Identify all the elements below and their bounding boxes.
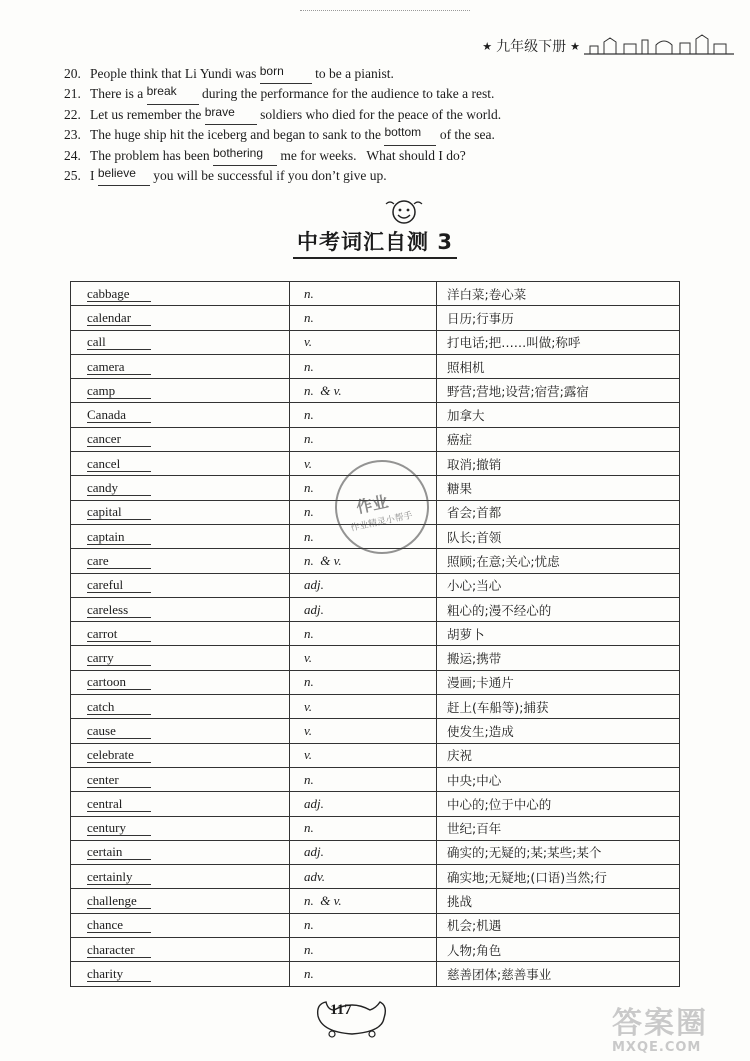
word-cell bbox=[71, 865, 290, 889]
table-row bbox=[71, 403, 680, 427]
table-row bbox=[71, 743, 680, 767]
word-cell bbox=[71, 403, 290, 427]
part-of-speech-cell: adj. bbox=[290, 792, 437, 816]
cat-page-decoration-icon bbox=[312, 998, 392, 1040]
meaning-cell: 漫画;卡通片 bbox=[437, 670, 680, 694]
table-row bbox=[71, 330, 680, 354]
part-of-speech-cell: n. bbox=[290, 938, 437, 962]
vocab-word: carrot bbox=[87, 627, 151, 642]
table-row bbox=[71, 573, 680, 597]
meaning-cell: 中心的;位于中心的 bbox=[437, 792, 680, 816]
meaning-cell: 粗心的;漫不经心的 bbox=[437, 597, 680, 621]
part-of-speech-cell: adj. bbox=[290, 840, 437, 864]
table-row bbox=[71, 840, 680, 864]
table-row bbox=[71, 816, 680, 840]
part-of-speech-cell: n. bbox=[290, 500, 437, 524]
page-number: 117 bbox=[330, 1002, 352, 1018]
part-of-speech-cell: v. bbox=[290, 452, 437, 476]
part-of-speech-cell: n. & v. bbox=[290, 379, 437, 403]
answer-blank: bothering bbox=[213, 146, 277, 166]
sentence-item bbox=[64, 84, 704, 104]
table-row bbox=[71, 962, 680, 986]
table-row bbox=[71, 719, 680, 743]
word-cell bbox=[71, 549, 290, 573]
vocab-word: celebrate bbox=[87, 748, 151, 763]
sentence-item bbox=[64, 125, 704, 145]
section-title-text: 中考词汇自测 3 bbox=[293, 226, 457, 256]
word-cell bbox=[71, 840, 290, 864]
meaning-cell: 赶上(车船等);捕获 bbox=[437, 695, 680, 719]
grade-label: 九年级下册 bbox=[496, 39, 567, 55]
top-scan-strip bbox=[300, 10, 470, 21]
table-row bbox=[71, 646, 680, 670]
sentence-number: 24. bbox=[64, 147, 81, 163]
stamp-subtext: 作业精灵小帮手 bbox=[349, 510, 414, 534]
part-of-speech-cell: n. bbox=[290, 282, 437, 306]
word-cell bbox=[71, 282, 290, 306]
sentence-text: The problem has been bbox=[90, 147, 213, 163]
meaning-cell: 队长;首领 bbox=[437, 524, 680, 548]
table-row bbox=[71, 913, 680, 937]
answer-blank: born bbox=[260, 64, 312, 84]
answer-blank: believe bbox=[98, 166, 150, 186]
vocab-word: candy bbox=[87, 481, 151, 496]
part-of-speech-cell: n. & v. bbox=[290, 889, 437, 913]
table-row bbox=[71, 938, 680, 962]
sentence-text: of the sea. bbox=[436, 127, 495, 143]
word-cell bbox=[71, 379, 290, 403]
word-cell bbox=[71, 354, 290, 378]
meaning-cell: 庆祝 bbox=[437, 743, 680, 767]
sentence-number: 20. bbox=[64, 66, 81, 81]
vocab-word: central bbox=[87, 797, 151, 812]
sentence-number: 25. bbox=[64, 168, 81, 184]
meaning-cell: 世纪;百年 bbox=[437, 816, 680, 840]
meaning-cell: 使发生;造成 bbox=[437, 719, 680, 743]
vocab-word: character bbox=[87, 943, 151, 958]
meaning-cell: 人物;角色 bbox=[437, 938, 680, 962]
meaning-cell: 中央;中心 bbox=[437, 767, 680, 791]
sentence-text: There is a bbox=[90, 86, 147, 102]
vocab-word: calendar bbox=[87, 311, 151, 326]
part-of-speech-cell: adj. bbox=[290, 573, 437, 597]
vocab-word: catch bbox=[87, 700, 151, 715]
vocab-word: challenge bbox=[87, 894, 151, 909]
meaning-cell: 搬运;携带 bbox=[437, 646, 680, 670]
meaning-cell: 小心;当心 bbox=[437, 573, 680, 597]
vocab-word: Canada bbox=[87, 408, 151, 423]
part-of-speech-cell: adv. bbox=[290, 865, 437, 889]
part-of-speech-cell: v. bbox=[290, 330, 437, 354]
word-cell bbox=[71, 646, 290, 670]
vocab-word: careless bbox=[87, 603, 151, 618]
word-cell bbox=[71, 695, 290, 719]
word-cell bbox=[71, 476, 290, 500]
part-of-speech-cell: n. & v. bbox=[290, 549, 437, 573]
sentence-text: me for weeks. What should I do? bbox=[277, 147, 466, 163]
table-row bbox=[71, 622, 680, 646]
part-of-speech-cell: n. bbox=[290, 427, 437, 451]
sentence-text: soldiers who died for the peace of the world. bbox=[256, 106, 502, 122]
word-cell bbox=[71, 573, 290, 597]
part-of-speech-cell: n. bbox=[290, 913, 437, 937]
meaning-cell: 野营;营地;设营;宿营;露宿 bbox=[437, 379, 680, 403]
sentence-text: I bbox=[90, 168, 98, 184]
meaning-cell: 癌症 bbox=[437, 427, 680, 451]
vocab-word: camera bbox=[87, 360, 151, 375]
word-cell bbox=[71, 767, 290, 791]
table-row bbox=[71, 306, 680, 330]
part-of-speech-cell: n. bbox=[290, 306, 437, 330]
part-of-speech-cell: n. bbox=[290, 816, 437, 840]
watermark-text: 答案圈 bbox=[612, 1006, 708, 1041]
vocab-table bbox=[70, 281, 680, 987]
word-cell bbox=[71, 889, 290, 913]
vocab-word: chance bbox=[87, 918, 151, 933]
part-of-speech-cell: n. bbox=[290, 962, 437, 986]
sentence-number: 23. bbox=[64, 127, 81, 143]
part-of-speech-cell: n. bbox=[290, 476, 437, 500]
sentence-item bbox=[64, 64, 704, 84]
meaning-cell: 洋白菜;卷心菜 bbox=[437, 282, 680, 306]
part-of-speech-cell: n. bbox=[290, 524, 437, 548]
table-row bbox=[71, 767, 680, 791]
sentence-text: People think that Li Yundi was bbox=[90, 66, 260, 81]
vocab-word: century bbox=[87, 821, 151, 836]
table-row bbox=[71, 427, 680, 451]
word-cell bbox=[71, 816, 290, 840]
vocab-word: care bbox=[87, 554, 151, 569]
word-cell bbox=[71, 330, 290, 354]
meaning-cell: 确实地;无疑地;(口语)当然;行 bbox=[437, 865, 680, 889]
part-of-speech-cell: n. bbox=[290, 767, 437, 791]
table-row bbox=[71, 597, 680, 621]
sentence-item bbox=[64, 166, 704, 186]
meaning-cell: 照相机 bbox=[437, 354, 680, 378]
answer-blank: brave bbox=[205, 105, 257, 125]
section-title bbox=[0, 226, 750, 256]
meaning-cell: 省会;首都 bbox=[437, 500, 680, 524]
sentence-text: during the performance for the audience to take a rest. bbox=[198, 86, 495, 102]
word-cell bbox=[71, 962, 290, 986]
vocab-word: carry bbox=[87, 651, 151, 666]
meaning-cell: 日历;行事历 bbox=[437, 306, 680, 330]
table-row bbox=[71, 379, 680, 403]
vocab-word: careful bbox=[87, 578, 151, 593]
vocab-word: capital bbox=[87, 505, 151, 520]
sentence-text: to be a pianist. bbox=[311, 66, 394, 81]
part-of-speech-cell: n. bbox=[290, 403, 437, 427]
word-cell bbox=[71, 452, 290, 476]
word-cell bbox=[71, 938, 290, 962]
meaning-cell: 打电话;把……叫做;称呼 bbox=[437, 330, 680, 354]
word-cell bbox=[71, 597, 290, 621]
meaning-cell: 照顾;在意;关心;忧虑 bbox=[437, 549, 680, 573]
vocab-word: center bbox=[87, 773, 151, 788]
word-cell bbox=[71, 743, 290, 767]
vocab-word: charity bbox=[87, 967, 151, 982]
word-cell bbox=[71, 622, 290, 646]
vocab-word: cancer bbox=[87, 432, 151, 447]
part-of-speech-cell: n. bbox=[290, 670, 437, 694]
part-of-speech-cell: v. bbox=[290, 646, 437, 670]
stamp-text: 作业 bbox=[354, 491, 390, 518]
running-header bbox=[482, 34, 734, 58]
vocab-word: call bbox=[87, 335, 151, 350]
answer-blank: bottom bbox=[384, 125, 436, 145]
sentence-text: Let us remember the bbox=[90, 106, 205, 122]
table-row bbox=[71, 670, 680, 694]
table-row bbox=[71, 865, 680, 889]
word-cell bbox=[71, 427, 290, 451]
site-watermark bbox=[612, 998, 708, 1055]
vocab-word: cartoon bbox=[87, 675, 151, 690]
part-of-speech-cell: adj. bbox=[290, 597, 437, 621]
word-cell bbox=[71, 306, 290, 330]
meaning-cell: 糖果 bbox=[437, 476, 680, 500]
vocab-word: cancel bbox=[87, 457, 151, 472]
sentence-item bbox=[64, 105, 704, 125]
vocab-word: cause bbox=[87, 724, 151, 739]
meaning-cell: 确实的;无疑的;某;某些;某个 bbox=[437, 840, 680, 864]
watermark-url: MXQE.COM bbox=[612, 1040, 702, 1055]
meaning-cell: 慈善团体;慈善事业 bbox=[437, 962, 680, 986]
star-icon: ★ bbox=[570, 39, 580, 53]
sentence-list bbox=[64, 64, 704, 186]
vocab-word: certain bbox=[87, 845, 151, 860]
star-icon: ★ bbox=[482, 39, 493, 53]
table-row bbox=[71, 889, 680, 913]
part-of-speech-cell: v. bbox=[290, 719, 437, 743]
skyline-decoration-icon bbox=[584, 34, 734, 58]
part-of-speech-cell: n. bbox=[290, 354, 437, 378]
sentence-text: you will be successful if you don’t give up. bbox=[149, 168, 387, 184]
word-cell bbox=[71, 792, 290, 816]
table-row bbox=[71, 695, 680, 719]
part-of-speech-cell: v. bbox=[290, 695, 437, 719]
meaning-cell: 机会;机遇 bbox=[437, 913, 680, 937]
meaning-cell: 挑战 bbox=[437, 889, 680, 913]
word-cell bbox=[71, 670, 290, 694]
vocab-word: camp bbox=[87, 384, 151, 399]
sentence-item bbox=[64, 146, 704, 166]
word-cell bbox=[71, 524, 290, 548]
meaning-cell: 胡萝卜 bbox=[437, 622, 680, 646]
meaning-cell: 取消;撤销 bbox=[437, 452, 680, 476]
vocab-word: certainly bbox=[87, 870, 151, 885]
word-cell bbox=[71, 500, 290, 524]
vocab-word: captain bbox=[87, 530, 151, 545]
sentence-number: 21. bbox=[64, 86, 81, 102]
table-row bbox=[71, 354, 680, 378]
sentence-text: The huge ship hit the iceberg and began to sank to the bbox=[90, 127, 385, 143]
meaning-cell: 加拿大 bbox=[437, 403, 680, 427]
answer-blank: break bbox=[147, 84, 199, 104]
table-row bbox=[71, 792, 680, 816]
sentence-number: 22. bbox=[64, 106, 81, 122]
vocab-word: cabbage bbox=[87, 287, 151, 302]
part-of-speech-cell: n. bbox=[290, 622, 437, 646]
word-cell bbox=[71, 719, 290, 743]
part-of-speech-cell: v. bbox=[290, 743, 437, 767]
table-row bbox=[71, 282, 680, 306]
word-cell bbox=[71, 913, 290, 937]
